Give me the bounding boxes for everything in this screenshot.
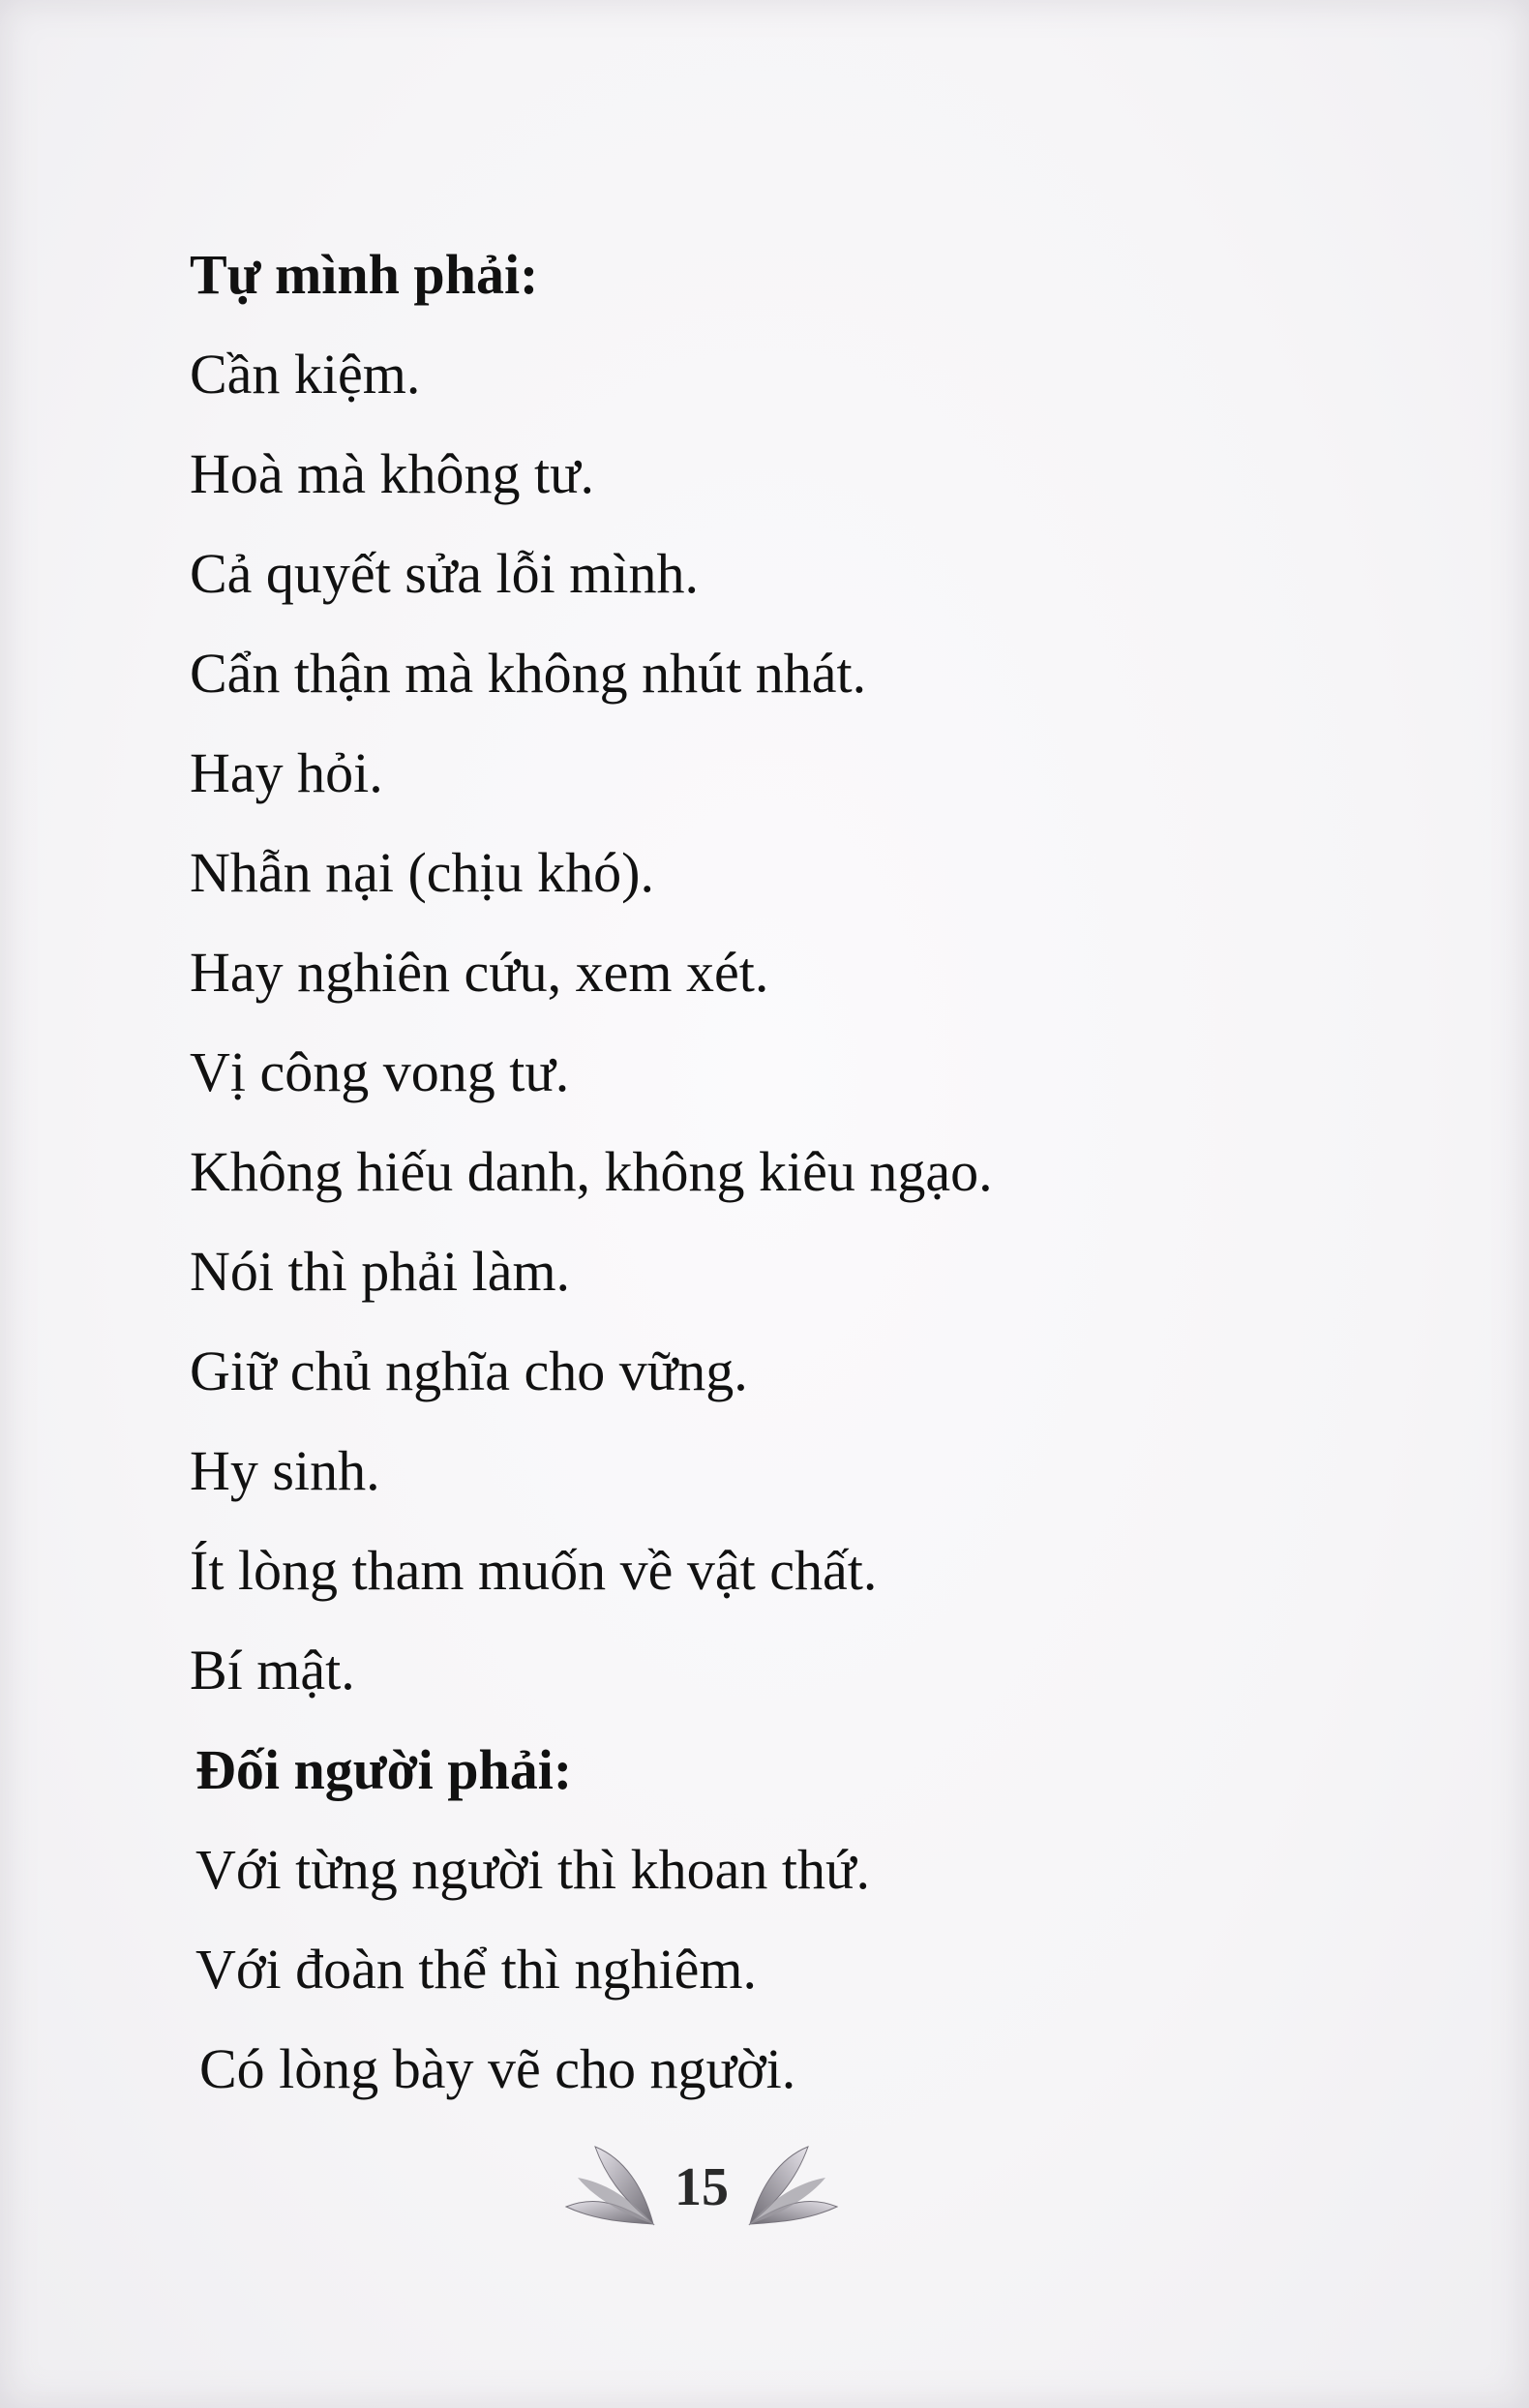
text-line: Hy sinh. xyxy=(190,1439,380,1502)
text-line: Nói thì phải làm. xyxy=(190,1240,571,1303)
text-line: Cả quyết sửa lỗi mình. xyxy=(190,542,699,605)
page-number: 15 xyxy=(675,2157,729,2217)
page-content xyxy=(190,225,1351,2119)
text-line: Giữ chủ nghĩa cho vững. xyxy=(190,1339,748,1402)
text-line: Có lòng bày vẽ cho người. xyxy=(199,2037,796,2100)
page-number-ornament xyxy=(556,2129,847,2245)
text-line: Với từng người thì khoan thứ. xyxy=(195,1838,870,1901)
text-line: Hay hỏi. xyxy=(190,741,383,804)
text-line: Nhẫn nại (chịu khó). xyxy=(190,841,654,904)
text-line: Cần kiệm. xyxy=(190,343,421,406)
text-line: Vị công vong tư. xyxy=(190,1040,570,1103)
text-line: Bí mật. xyxy=(190,1639,355,1701)
leaf-ornament-right-icon xyxy=(740,2139,847,2236)
section-heading-self: Tự mình phải: xyxy=(190,243,539,306)
text-line: Hoà mà không tư. xyxy=(190,442,595,505)
text-line: Hay nghiên cứu, xem xét. xyxy=(190,941,769,1004)
text-line: Cẩn thận mà không nhút nhát. xyxy=(190,642,867,705)
text-line: Với đoàn thể thì nghiêm. xyxy=(195,1938,757,2001)
text-line: Ít lòng tham muốn về vật chất. xyxy=(190,1539,878,1602)
text-line: Không hiếu danh, không kiêu ngạo. xyxy=(190,1140,993,1203)
section-heading-others: Đối người phải: xyxy=(195,1738,573,1801)
